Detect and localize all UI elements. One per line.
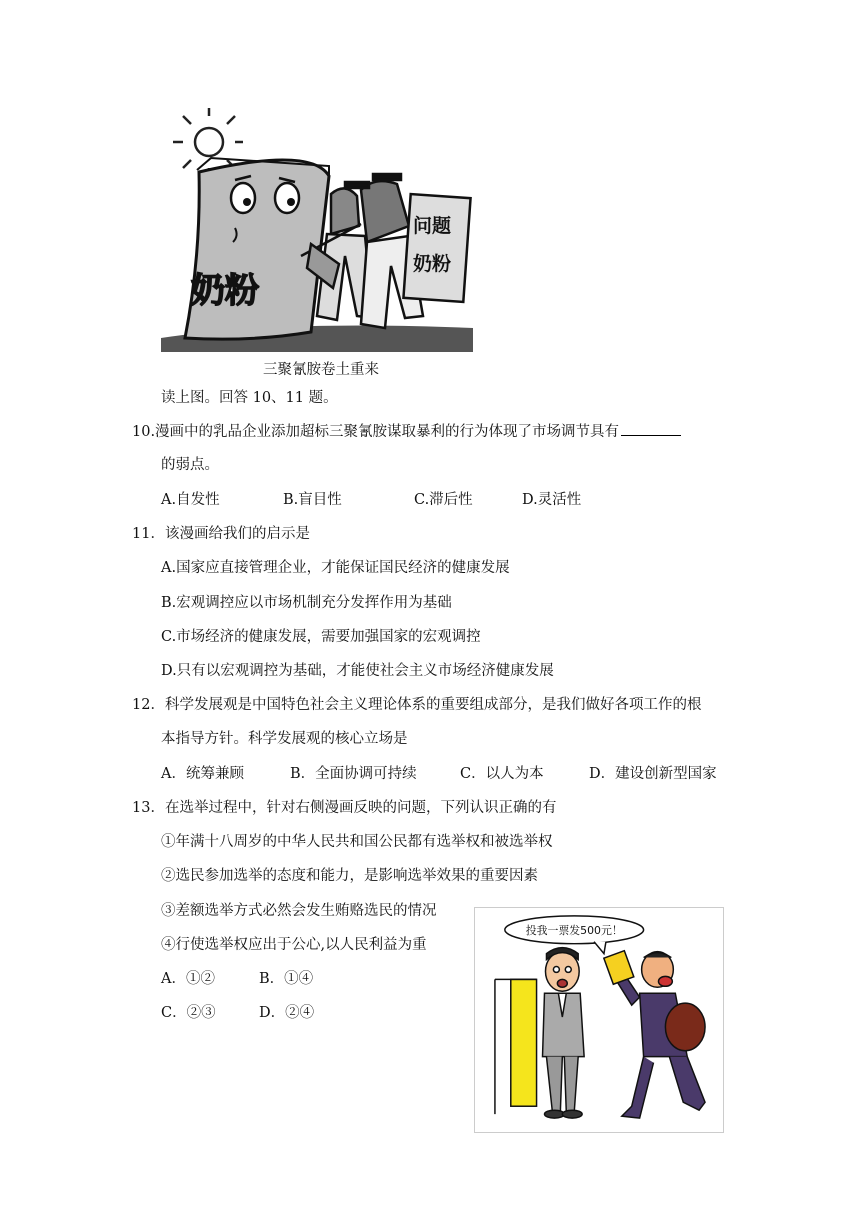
q12-option-c: C．以人为本 (460, 766, 544, 782)
q10-stem-text: 10.漫画中的乳品企业添加超标三聚氰胺谋取暴利的行为体现了市场调节具有 (132, 424, 620, 440)
q13-statement-2: ②选民参加选举的态度和能力，是影响选举效果的重要因素 (161, 868, 538, 884)
q10-option-c: C.滞后性 (414, 492, 473, 508)
q13-option-b: B．①④ (259, 971, 314, 987)
q11-option-d: D.只有以宏观调控为基础，才能使社会主义市场经济健康发展 (161, 663, 554, 679)
q13-option-d: D．②④ (259, 1005, 315, 1021)
q10-option-d: D.灵活性 (522, 492, 582, 508)
figure-caption: 三聚氰胺卷土重来 (263, 362, 379, 378)
ballot-booth (511, 979, 537, 1106)
q11-option-a: A.国家应直接管理企业，才能保证国民经济的健康发展 (161, 560, 510, 576)
milk-powder-cartoon (161, 106, 473, 352)
q11-option-b: B.宏观调控应以市场机制充分发挥作用为基础 (161, 595, 452, 611)
q13-stem: 13．在选举过程中，针对右侧漫画反映的问题，下列认识正确的有 (132, 800, 557, 816)
q13-statement-4: ④行使选举权应出于公心,以人民利益为重 (161, 937, 427, 953)
q13-statement-3: ③差额选举方式必然会发生贿赂选民的情况 (161, 903, 437, 919)
q12-stem-cont: 本指导方针。科学发展观的核心立场是 (161, 731, 408, 747)
q12-option-a: A．统筹兼顾 (161, 766, 244, 782)
q11-stem: 11．该漫画给我们的启示是 (132, 526, 310, 542)
q10-option-a: A.自发性 (161, 492, 220, 508)
q13-option-a: A．①② (161, 971, 215, 987)
q10-stem-cont: 的弱点。 (161, 457, 219, 473)
sign-label: 问题 (413, 215, 452, 237)
q12-option-b: B．全面协调可持续 (290, 766, 417, 782)
q11-option-c: C.市场经济的健康发展，需要加强国家的宏观调控 (161, 629, 481, 645)
q12-option-d: D．建设创新型国家 (589, 766, 717, 782)
intro-text: 读上图。回答 10、11 题。 (161, 390, 338, 406)
q13-statement-1: ①年满十八周岁的中华人民共和国公民都有选举权和被选举权 (161, 834, 553, 850)
milk-bag (185, 160, 329, 339)
vote-buying-cartoon (474, 907, 724, 1133)
speech-text: 投我一票发500元！ (525, 923, 623, 937)
svg-text:奶粉: 奶粉 (413, 253, 452, 275)
answer-blank (621, 421, 681, 436)
q13-option-c: C．②③ (161, 1005, 216, 1021)
q10-stem (132, 420, 681, 441)
bag-label: 奶粉 (191, 271, 259, 311)
q10-option-b: B.盲目性 (283, 492, 342, 508)
q12-stem: 12．科学发展观是中国特色社会主义理论体系的重要组成部分，是我们做好各项工作的根 (132, 697, 702, 713)
